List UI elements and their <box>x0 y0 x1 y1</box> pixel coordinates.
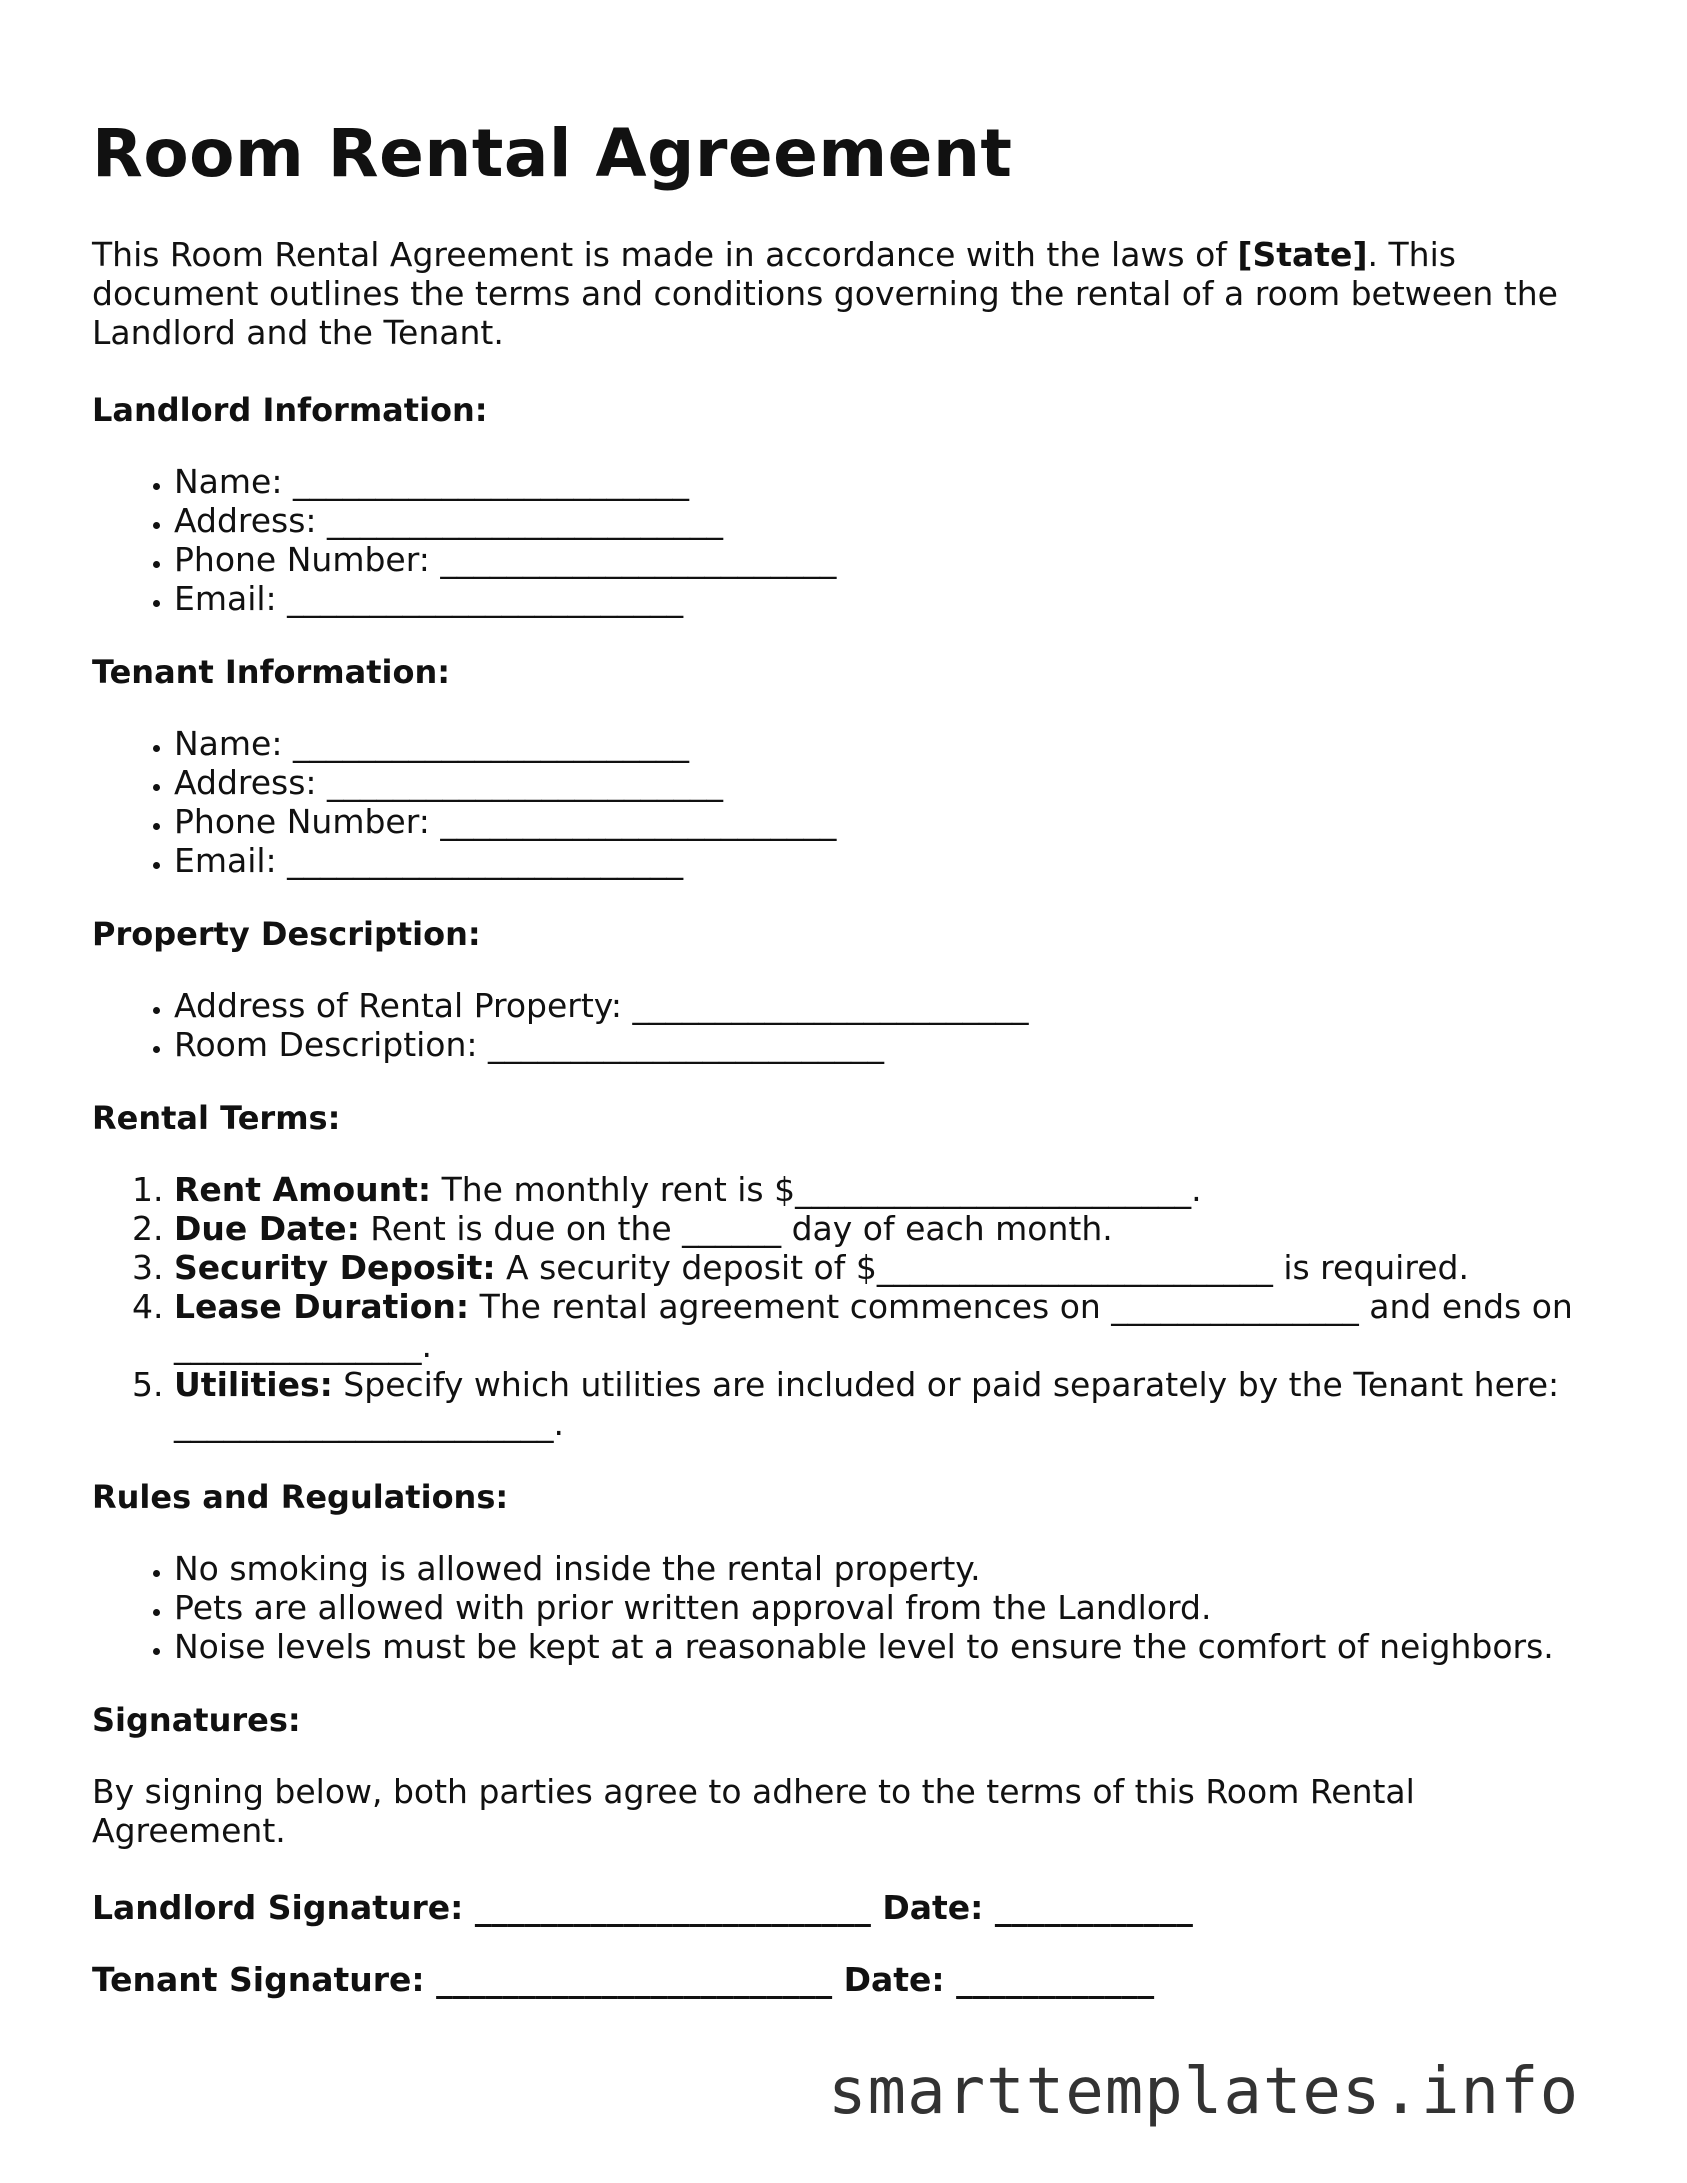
fill-blank: ________________________ <box>327 762 724 802</box>
list-item <box>174 1365 1592 1443</box>
field-label: Email: <box>174 578 288 618</box>
list-item <box>174 1209 1592 1248</box>
field-label: Phone Number: <box>174 801 441 841</box>
list-item <box>174 1170 1592 1209</box>
term-label: Utilities: <box>174 1364 333 1404</box>
field-label: Name: <box>174 723 293 763</box>
tenant-heading: Tenant Information: <box>92 652 451 691</box>
list-item <box>174 579 1592 618</box>
rules-heading: Rules and Regulations: <box>92 1477 509 1516</box>
list-item <box>174 1025 1592 1064</box>
landlord-signature-line: Landlord Signature: ________________________ Date: ____________ <box>92 1887 1193 1927</box>
list-item: • Pets are allowed with prior written approval from the Landlord. <box>174 1588 1592 1627</box>
fill-blank: ________________________ <box>292 723 689 763</box>
field-label: Phone Number: <box>174 539 441 579</box>
list-item: • Noise levels must be kept at a reasonable level to ensure the comfort of neighbors. <box>174 1627 1592 1666</box>
tenant-info-list <box>92 724 1592 880</box>
list-item <box>174 802 1592 841</box>
fill-blank: ________________________ <box>440 539 837 579</box>
list-item <box>174 1248 1592 1287</box>
term-text: Specify which utilities are included or paid separately by the Tenant here: _______________________. <box>174 1364 1560 1443</box>
intro-state: [State] <box>1237 234 1368 274</box>
intro-text-start: This Room Rental Agreement is made in accordance with the laws of <box>92 234 1238 274</box>
term-text: A security deposit of $________________________ is required. <box>495 1247 1469 1287</box>
fill-blank: ________________________ <box>632 985 1029 1025</box>
landlord-info-list <box>92 462 1592 618</box>
field-label: Room Description: <box>174 1024 489 1064</box>
list-item <box>174 462 1592 501</box>
signatures-paragraph: By signing below, both parties agree to adhere to the terms of this Room Rental Agreement. <box>92 1771 1415 1850</box>
rental-terms-heading: Rental Terms: <box>92 1098 341 1137</box>
term-label: Security Deposit: <box>174 1247 496 1287</box>
list-item <box>174 724 1592 763</box>
field-label: Address: <box>174 762 328 802</box>
tenant-signature-line: Tenant Signature: ________________________ Date: ____________ <box>92 1959 1155 1999</box>
term-label: Rent Amount: <box>174 1169 432 1209</box>
rules-list <box>92 1549 1592 1666</box>
fill-blank: ________________________ <box>292 461 689 501</box>
list-item <box>174 986 1592 1025</box>
intro-paragraph <box>92 235 1592 352</box>
list-item <box>174 540 1592 579</box>
rental-terms-list <box>92 1170 1592 1443</box>
list-item <box>174 501 1592 540</box>
landlord-heading: Landlord Information: <box>92 390 488 429</box>
term-label: Due Date: <box>174 1208 360 1248</box>
fill-blank: ________________________ <box>327 500 724 540</box>
signatures-heading: Signatures: <box>92 1700 301 1739</box>
field-label: Address: <box>174 500 328 540</box>
fill-blank: ________________________ <box>287 578 684 618</box>
term-text: The monthly rent is $________________________. <box>431 1169 1202 1209</box>
term-text: Rent is due on the ______ day of each month. <box>359 1208 1113 1248</box>
list-item <box>174 763 1592 802</box>
intro-text-end: . This document outlines the terms and conditions governing the rental of a room between the Landlord and the Tenant. <box>92 234 1558 352</box>
fill-blank: ________________________ <box>440 801 837 841</box>
field-label: Name: <box>174 461 293 501</box>
watermark-text: smarttemplates.info <box>828 2055 1580 2129</box>
list-item <box>174 1287 1592 1365</box>
property-list <box>92 986 1592 1064</box>
page-title: Room Rental Agreement <box>92 115 1013 192</box>
term-text: The rental agreement commences on _______________ and ends on _______________. <box>174 1286 1573 1365</box>
field-label: Address of Rental Property: <box>174 985 633 1025</box>
list-item: • No smoking is allowed inside the rental property. <box>174 1549 1592 1588</box>
property-heading: Property Description: <box>92 914 481 953</box>
field-label: Email: <box>174 840 288 880</box>
list-item <box>174 841 1592 880</box>
term-label: Lease Duration: <box>174 1286 470 1326</box>
fill-blank: ________________________ <box>287 840 684 880</box>
document-page <box>92 115 1592 2032</box>
fill-blank: ________________________ <box>488 1024 885 1064</box>
